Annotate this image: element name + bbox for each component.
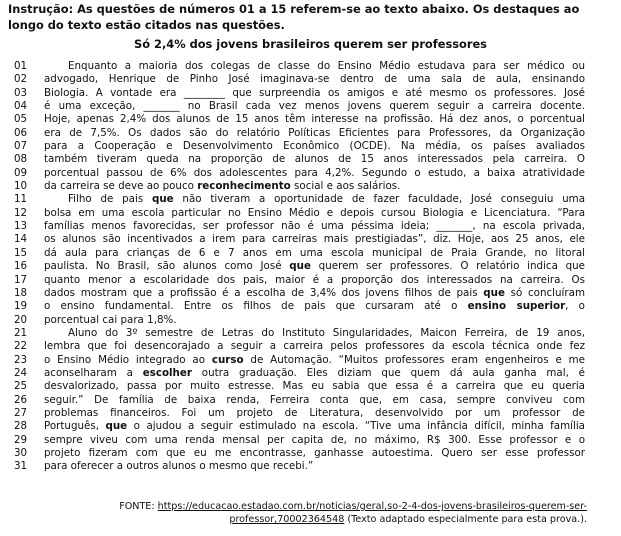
text-segment: aconselharam a: [44, 366, 143, 379]
line-number: 12: [14, 206, 28, 219]
text-segment: para oferecer a outros alunos o mesmo que recebi.”: [44, 460, 314, 473]
highlighted-term: que: [483, 286, 505, 299]
line-number: 05: [14, 113, 28, 126]
highlighted-term: reconhecimento: [197, 180, 291, 193]
line-text: [44, 420, 585, 433]
text-segment: querem ser professores. O relatório indica que: [310, 260, 585, 273]
source-note: (Texto adaptado especialmente para esta prova.).: [344, 514, 587, 525]
line-text: [44, 247, 585, 260]
text-line: [0, 314, 621, 327]
line-number: 20: [14, 313, 28, 326]
line-text: [44, 260, 585, 273]
line-text: [44, 340, 585, 353]
highlighted-term: curso: [211, 353, 244, 366]
source-link[interactable]: https://educacao.estadao.com.br/noticias/geral,so-2-4-dos-jovens-brasileiros-querem-ser-: [157, 501, 587, 512]
source-line-1: [60, 500, 587, 513]
line-number: 07: [14, 140, 28, 153]
text-line: [0, 354, 621, 367]
text-line: [0, 140, 621, 153]
line-text: [44, 447, 585, 460]
line-text: [44, 140, 585, 153]
text-line: [0, 340, 621, 353]
text-line: [0, 420, 621, 433]
text-segment: Filho de pais: [68, 193, 152, 206]
text-segment: quanto menor a escolaridade dos pais, maior é a proporção dos interessados na carreira. Os: [44, 273, 585, 286]
text-line: [0, 407, 621, 420]
highlighted-term: escolher: [142, 366, 192, 379]
text-line: [0, 233, 621, 246]
text-line: [0, 447, 621, 460]
line-text: [44, 127, 585, 140]
text-segment: desvalorizado, passa por muito estresse. Mas eu sabia que essa é a carreira que eu queria: [44, 380, 585, 393]
text-segment: os alunos são incentivados a irem para carreiras mais prestigiadas”, diz. Hoje, aos 25 anos, ele: [44, 233, 585, 246]
text-segment: projeto fizeram com que eu me encontrasse, ganhasse autoestima. Quero ser esse professor: [44, 446, 585, 459]
line-text: [44, 394, 585, 407]
text-line: [0, 220, 621, 233]
line-number: 28: [14, 420, 28, 433]
line-number: 04: [14, 100, 28, 113]
line-text: [68, 327, 585, 340]
line-text: [44, 434, 585, 447]
line-text: [44, 73, 585, 86]
text-line: [0, 300, 621, 313]
text-line: [0, 460, 621, 473]
line-text: [44, 180, 585, 193]
line-number: 25: [14, 380, 28, 393]
text-line: [0, 274, 621, 287]
text-segment: lembra que foi desencorajado a seguir a carreira pelos professores da escola técnica onde fez: [44, 340, 585, 353]
text-segment: dá aula para crianças de 6 e 7 anos em uma escola municipal de Praia Grande, no litoral: [44, 246, 585, 259]
text-segment: o ensino fundamental. Entre os filhos de pais que cursaram até o: [44, 300, 468, 313]
text-segment: não tiveram a oportunidade de fazer faculdade, José conseguiu uma: [173, 193, 586, 206]
line-text: [68, 60, 585, 73]
instruction-line-1: Instrução: As questões de números 01 a 15 referem-se ao texto abaixo. Os destaques ao: [8, 2, 580, 16]
text-segment: é uma exceção, _______ no Brasil cada vez menos jovens querem seguir a carreira docente.: [44, 100, 585, 113]
line-number: 16: [14, 260, 28, 273]
line-text: [44, 367, 585, 380]
line-number: 21: [14, 326, 28, 339]
source-line-2: [60, 513, 587, 526]
line-number: 01: [14, 60, 28, 72]
line-text: [44, 380, 585, 393]
text-segment: advogado, Henrique de Pinho José imaginava-se dentro de uma sala de aula, ensinando: [44, 73, 585, 86]
text-segment: Português,: [44, 420, 106, 433]
text-line: [0, 193, 621, 206]
line-number: 29: [14, 433, 28, 446]
line-number: 10: [14, 180, 28, 193]
text-segment: Enquanto a maioria dos colegas de classe do Ensino Médio estudava para ser médico ou: [68, 60, 585, 72]
line-number: 08: [14, 153, 28, 166]
line-number: 11: [14, 193, 28, 206]
text-segment: Hoje, apenas 2,4% dos alunos de 15 anos têm interesse na profissão. Há dez anos, o porcentual: [44, 113, 585, 126]
line-number: 13: [14, 220, 28, 233]
text-line: [0, 127, 621, 140]
text-segment: seguir.” De família de baixa renda, Ferreira conta que, em casa, sempre conviveu com: [44, 393, 585, 406]
text-segment: era de 7,5%. Os dados são do relatório Políticas Eficientes para Professores, da Organização: [44, 126, 585, 139]
line-number: 27: [14, 406, 28, 419]
line-text: [44, 207, 585, 220]
text-line: [0, 260, 621, 273]
text-segment: o Ensino Médio integrado ao: [44, 353, 212, 366]
text-segment: Biologia. A vontade era ________ que surpreendia os amigos e até mesmo os professores. José: [44, 86, 585, 99]
text-line: [0, 87, 621, 100]
line-number: 17: [14, 273, 28, 286]
text-segment: paulista. No Brasil, são alunos como José: [44, 260, 290, 273]
line-text: [44, 300, 585, 313]
text-segment: bolsa em uma escola particular no Ensino Médio e depois cursou Biologia e Licenciatura. “Para: [44, 206, 585, 219]
text-line: [0, 287, 621, 300]
line-number: 31: [14, 460, 28, 473]
text-line: [0, 167, 621, 180]
line-text: [44, 460, 585, 473]
text-segment: porcentual cai para 1,8%.: [44, 313, 177, 326]
highlighted-term: que: [151, 193, 174, 206]
source-citation: [60, 500, 587, 526]
text-segment: de Automação. “Muitos professores eram engenheiros e me: [243, 353, 585, 366]
text-line: [0, 180, 621, 193]
text-line: [0, 394, 621, 407]
line-text: [44, 113, 585, 126]
text-line: [0, 113, 621, 126]
text-line: [0, 327, 621, 340]
line-number: 15: [14, 246, 28, 259]
text-segment: o ajudou a seguir estimulado na escola. “Tive uma infância difícil, minha família: [127, 420, 585, 433]
text-segment: também tiveram queda na proporção de alunos de 15 anos interessados pela carreira. O: [44, 153, 585, 166]
highlighted-term: que: [289, 260, 311, 273]
line-text: [44, 220, 585, 233]
text-line: [0, 434, 621, 447]
line-number: 30: [14, 446, 28, 459]
text-line: [0, 367, 621, 380]
text-line: [0, 153, 621, 166]
text-segment: Aluno do 3º semestre de Letras do Instituto Singularidades, Maicon Ferreira, de 19 anos,: [68, 326, 585, 339]
line-number: 02: [14, 73, 28, 86]
text-line: [0, 60, 621, 73]
line-number: 19: [14, 300, 28, 313]
line-number: 26: [14, 393, 28, 406]
text-segment: porcentual passou de 6% dos adolescentes para 4,2%. Segundo o estudo, a baixa atratividade: [44, 166, 585, 179]
text-segment: problemas financeiros. Foi um projeto de Literatura, desenvolvido por um professor de: [44, 406, 585, 419]
text-segment: para a Cooperação e Desenvolvimento Econômico (OCDE). Na média, os países avaliados: [44, 140, 585, 153]
text-segment: , o: [565, 300, 585, 313]
line-text: [68, 193, 585, 206]
line-text: [44, 287, 585, 300]
line-number: 06: [14, 126, 28, 139]
line-number: 14: [14, 233, 28, 246]
line-number: 23: [14, 353, 28, 366]
line-text: [44, 233, 585, 246]
source-label: FONTE:: [119, 501, 158, 512]
text-segment: da carreira se deve ao pouco: [44, 180, 198, 193]
line-text: [44, 407, 585, 420]
text-segment: sempre viveu com uma renda mensal per capita de, no máximo, R$ 300. Esse professor e o: [44, 433, 585, 446]
source-link-continued[interactable]: professor,70002364548: [229, 514, 345, 525]
line-number: 09: [14, 166, 28, 179]
line-number: 24: [14, 366, 28, 379]
line-text: [44, 354, 585, 367]
text-segment: dados mostram que a profissão é a escolha de 3,4% dos jovens filhos de pais: [44, 286, 484, 299]
text-segment: só concluíram: [504, 286, 585, 299]
text-segment: famílias menos favorecidas, ser professor não é uma péssima ideia; _______, na escola privada,: [44, 220, 585, 233]
line-number: 18: [14, 286, 28, 299]
line-text: [44, 100, 585, 113]
line-text: [44, 153, 585, 166]
numbered-text-body: [0, 60, 621, 474]
line-text: [44, 87, 585, 100]
line-number: 03: [14, 86, 28, 99]
highlighted-term: ensino superior: [467, 300, 566, 313]
text-line: [0, 73, 621, 86]
highlighted-term: que: [105, 420, 128, 433]
line-text: [44, 314, 585, 327]
line-text: [44, 274, 585, 287]
text-line: [0, 100, 621, 113]
text-line: [0, 380, 621, 393]
text-segment: outra graduação. Eles diziam que quem dá aula ganha mal, é: [191, 366, 585, 379]
line-number: 22: [14, 340, 28, 353]
instruction: [8, 2, 613, 33]
text-segment: social e aos salários.: [290, 180, 401, 193]
line-text: [44, 167, 585, 180]
text-line: [0, 247, 621, 260]
instruction-line-2: longo do texto estão citados nas questões.: [8, 17, 285, 32]
text-line: [0, 207, 621, 220]
article-title: Só 2,4% dos jovens brasileiros querem ser professores: [134, 37, 487, 51]
